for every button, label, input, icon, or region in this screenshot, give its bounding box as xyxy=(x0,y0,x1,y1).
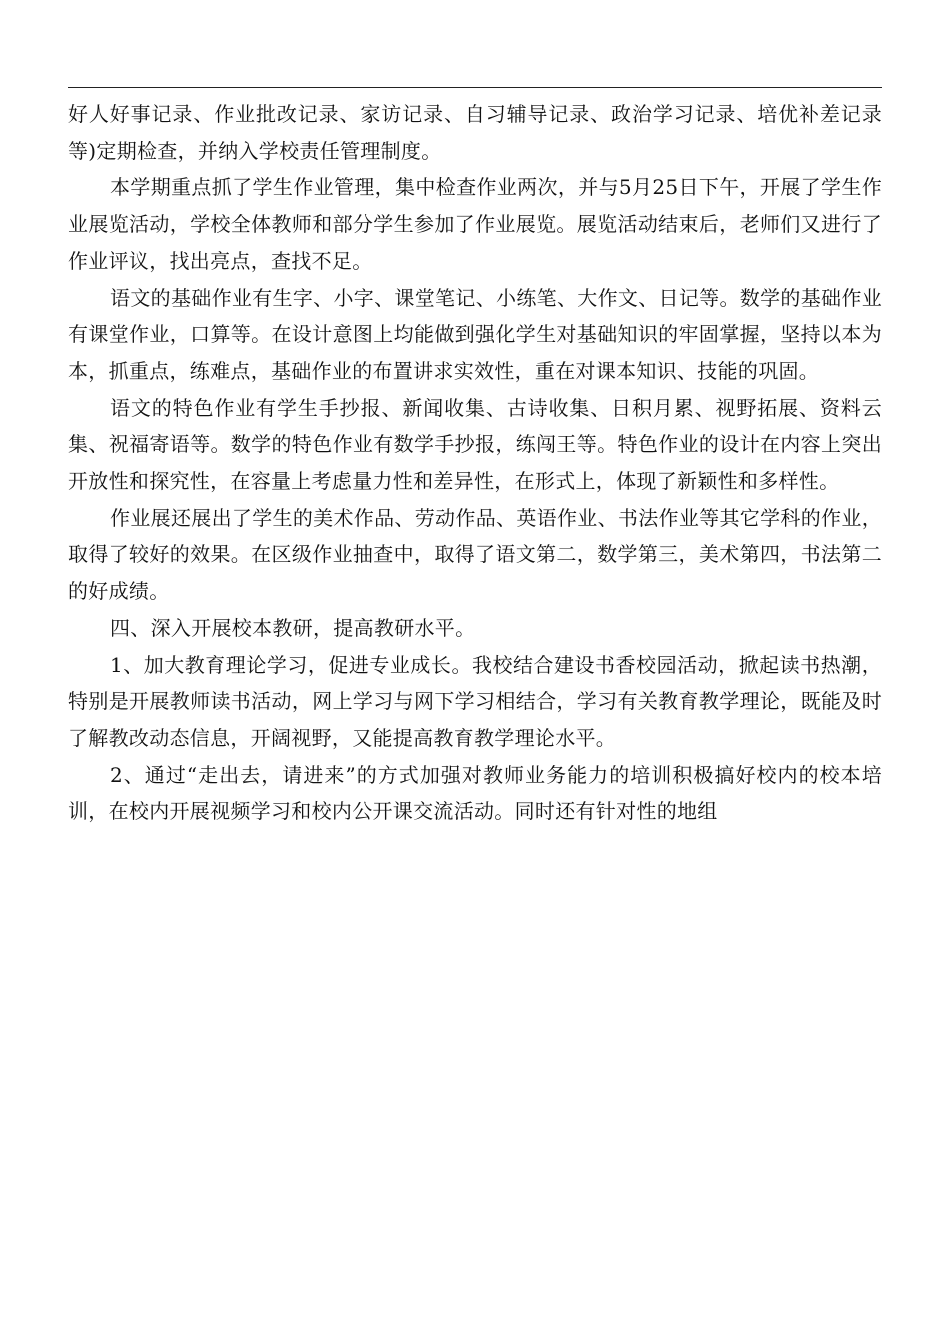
paragraph-featured-homework: 语文的特色作业有学生手抄报、新闻收集、古诗收集、日积月累、视野拓展、资料云集、祝福寄语等。数学的特色作业有数学手抄报，练闯王等。特色作业的设计在内容上突出开放性和探究性，在容量上考虑量力性和差异性，在形式上，体现了新颖性和多样性。 xyxy=(68,395,882,494)
document-body xyxy=(68,96,882,830)
paragraph-basic-homework: 语文的基础作业有生字、小字、课堂笔记、小练笔、大作文、日记等。数学的基础作业有课堂作业，口算等。在设计意图上均能做到强化学生对基础知识的牢固掌握，坚持以本为本，抓重点，练难点，基础作业的布置讲求实效性，重在对课本知识、技能的巩固。 xyxy=(68,285,882,383)
paragraph-homework-management: 本学期重点抓了学生作业管理，集中检查作业两次，并与5月25日下午，开展了学生作业展览活动，学校全体教师和部分学生参加了作业展览。展览活动结束后，老师们又进行了作业评议，找出亮点，查找不足。 xyxy=(68,175,882,273)
header-rule xyxy=(68,87,882,88)
paragraph-theory-study: 1、加大教育理论学习，促进专业成长。我校结合建设书香校园活动，掀起读书热潮，特别是开展教师读书活动，网上学习与网下学习相结合，学习有关教育教学理论，既能及时了解教改动态信息，开阔视野，又能提高教育教学理论水平。 xyxy=(68,652,882,750)
paragraph-exhibition-results: 作业展还展出了学生的美术作品、劳动作品、英语作业、书法作业等其它学科的作业，取得了较好的效果。在区级作业抽查中，取得了语文第二，数学第三，美术第四，书法第二的好成绩。 xyxy=(68,505,882,604)
paragraph-teacher-training: 2、通过“走出去，请进来”的方式加强对教师业务能力的培训积极搞好校内的校本培训，在校内开展视频学习和校内公开课交流活动。同时还有针对性的地组 xyxy=(68,762,882,824)
section-heading-teaching-research: 四、深入开展校本教研，提高教研水平。 xyxy=(110,615,476,640)
paragraph-continuation: 好人好事记录、作业批改记录、家访记录、自习辅导记录、政治学习记录、培优补差记录等)定期检查，并纳入学校责任管理制度。 xyxy=(68,102,882,163)
